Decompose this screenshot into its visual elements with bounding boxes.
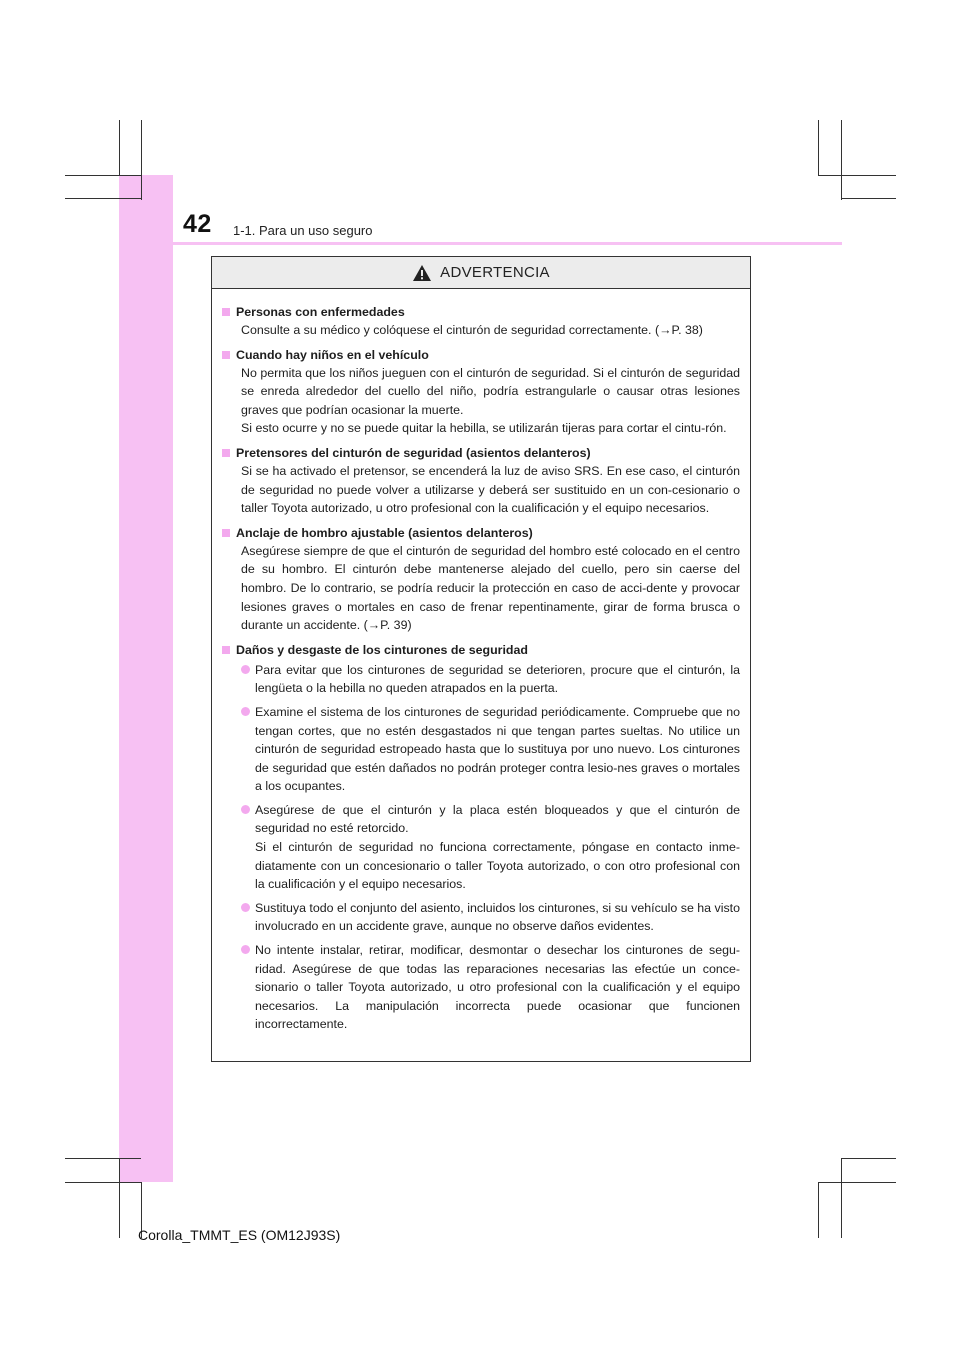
section-paragraph: Si se ha activado el pretensor, se encenderá la luz de aviso SRS. En ese caso, el cinturón de seguridad no puede volver a utilizarse y deberá ser sustituido en un con-cesionario o taller Toyota autorizado, u otro profesional con la cualificación y el equipo necesarios.	[241, 463, 740, 516]
warning-header	[212, 257, 750, 289]
warning-section	[222, 346, 740, 438]
section-heading-text: Personas con enfermedades	[236, 305, 405, 319]
warning-triangle-icon	[412, 264, 432, 282]
warning-section	[222, 524, 740, 635]
warning-section	[222, 444, 740, 518]
bullet-item	[241, 941, 740, 1034]
crop-mark	[119, 120, 120, 175]
bullet-text-line: No intente instalar, retirar, modificar, desmontar o desechar los cinturones de segu-ridad. Asegúrese de que todas las reparaciones necesarias las efectúe un conce-sionario o taller Toyota autorizado, u otro profesional con la cualificación y el equipo necesarios. La manipulación incorrecta puede ocasionar que funcionen incorrectamente.	[255, 943, 740, 1032]
crop-mark	[841, 198, 896, 199]
crop-mark	[65, 175, 141, 176]
section-heading-text: Pretensores del cinturón de seguridad (asientos delanteros)	[236, 445, 591, 460]
section-paragraph: Asegúrese siempre de que el cinturón de seguridad del hombro esté colocado en el centro de su hombro. El cinturón debe mantenerse alejado del cuello, pero sin caerse del hombro. De lo contrario, se podría reducir la protección en caso de acci-dente y provocar lesiones graves o mortales en caso de frenar repentinamente, girar de forma brusca o durante un accidente. (→P. 39)	[241, 543, 740, 633]
warning-section	[222, 641, 740, 1034]
square-bullet-icon	[222, 351, 230, 359]
bullet-text	[255, 899, 740, 936]
crop-mark	[119, 1158, 120, 1238]
crop-mark	[841, 1158, 842, 1238]
circle-bullet-icon	[241, 945, 250, 954]
section-paragraph: Consulte a su médico y colóquese el cinturón de seguridad correctamente. (→P. 38)	[241, 323, 703, 337]
section-heading	[222, 346, 740, 364]
crop-mark	[818, 175, 896, 176]
bullet-text-line: Si el cinturón de seguridad no funciona correctamente, póngase en contacto inme-diatamente con un concesionario o taller Toyota autorizado, o con otro profesional con la cualificación y el equipo necesarios.	[255, 840, 740, 892]
bullet-text-line: Sustituya todo el conjunto del asiento, incluidos los cinturones, si su vehículo se ha visto involucrado en un accidente grave, aunque no observe daños evidentes.	[255, 900, 740, 934]
bullet-text-line: Para evitar que los cinturones de seguridad se deterioren, procure que el cinturón, la lengüeta o la hebilla no queden atrapados en la puerta.	[255, 662, 740, 696]
crop-mark	[841, 1158, 896, 1159]
bullet-item	[241, 703, 740, 796]
crop-mark	[841, 120, 842, 200]
bullet-text	[255, 661, 740, 698]
square-bullet-icon	[222, 646, 230, 654]
crop-mark	[65, 1158, 141, 1159]
crop-mark	[65, 1182, 141, 1183]
bullet-text	[255, 703, 740, 796]
square-bullet-icon	[222, 449, 230, 457]
crop-mark	[818, 1182, 896, 1183]
section-heading	[222, 444, 740, 462]
bullet-text-line: Asegúrese de que el cinturón y la placa estén bloqueados y que el cinturón de seguridad no esté retorcido.	[255, 802, 740, 836]
warning-body	[212, 289, 750, 1034]
bullet-text	[255, 801, 740, 894]
crop-mark	[65, 198, 141, 199]
page-side-tab	[119, 175, 173, 1182]
circle-bullet-icon	[241, 707, 250, 716]
circle-bullet-icon	[241, 903, 250, 912]
crop-mark	[818, 120, 819, 175]
section-paragraph: Si esto ocurre y no se puede quitar la hebilla, se utilizarán tijeras para cortar el cintu-rón.	[241, 421, 727, 436]
footer-label: Corolla_TMMT_ES (OM12J93S)	[138, 1227, 341, 1243]
section-heading-text: Cuando hay niños en el vehículo	[236, 347, 429, 362]
section-heading-text: Daños y desgaste de los cinturones de seguridad	[236, 642, 528, 657]
bullet-item	[241, 801, 740, 894]
section-paragraph: No permita que los niños jueguen con el cinturón de seguridad. Si el cinturón de seguridad se enreda alrededor del cuello del niño, podría estrangularle o causar otras lesiones graves que podrían ocasionar la muerte.	[241, 365, 740, 417]
square-bullet-icon	[222, 529, 230, 537]
section-heading	[222, 303, 740, 321]
page-number: 42	[183, 210, 212, 238]
warning-title: ADVERTENCIA	[440, 264, 550, 281]
warning-box	[211, 256, 751, 1062]
square-bullet-icon	[222, 308, 230, 316]
crop-mark	[141, 120, 142, 200]
section-heading-text: Anclaje de hombro ajustable (asientos delanteros)	[236, 525, 533, 540]
bullet-text	[255, 941, 740, 1034]
header-rule	[119, 242, 842, 245]
bullet-text-line: Examine el sistema de los cinturones de seguridad periódicamente. Compruebe que no tengan cortes, que no estén desgastados ni que tengan partes sueltas. No utilice un cinturón de seguridad estropeado hasta que lo sustituya por uno nuevo. Los cinturones de seguridad que estén dañados no podrán proteger contra lesio-nes graves o mortales a los ocupantes.	[255, 704, 740, 794]
section-title: 1-1. Para un uso seguro	[233, 223, 373, 238]
bullet-item	[241, 661, 740, 698]
circle-bullet-icon	[241, 805, 250, 814]
crop-mark	[818, 1182, 819, 1238]
section-heading	[222, 524, 740, 542]
section-heading	[222, 641, 740, 659]
circle-bullet-icon	[241, 665, 250, 674]
warning-section	[222, 303, 740, 340]
bullet-item	[241, 899, 740, 936]
